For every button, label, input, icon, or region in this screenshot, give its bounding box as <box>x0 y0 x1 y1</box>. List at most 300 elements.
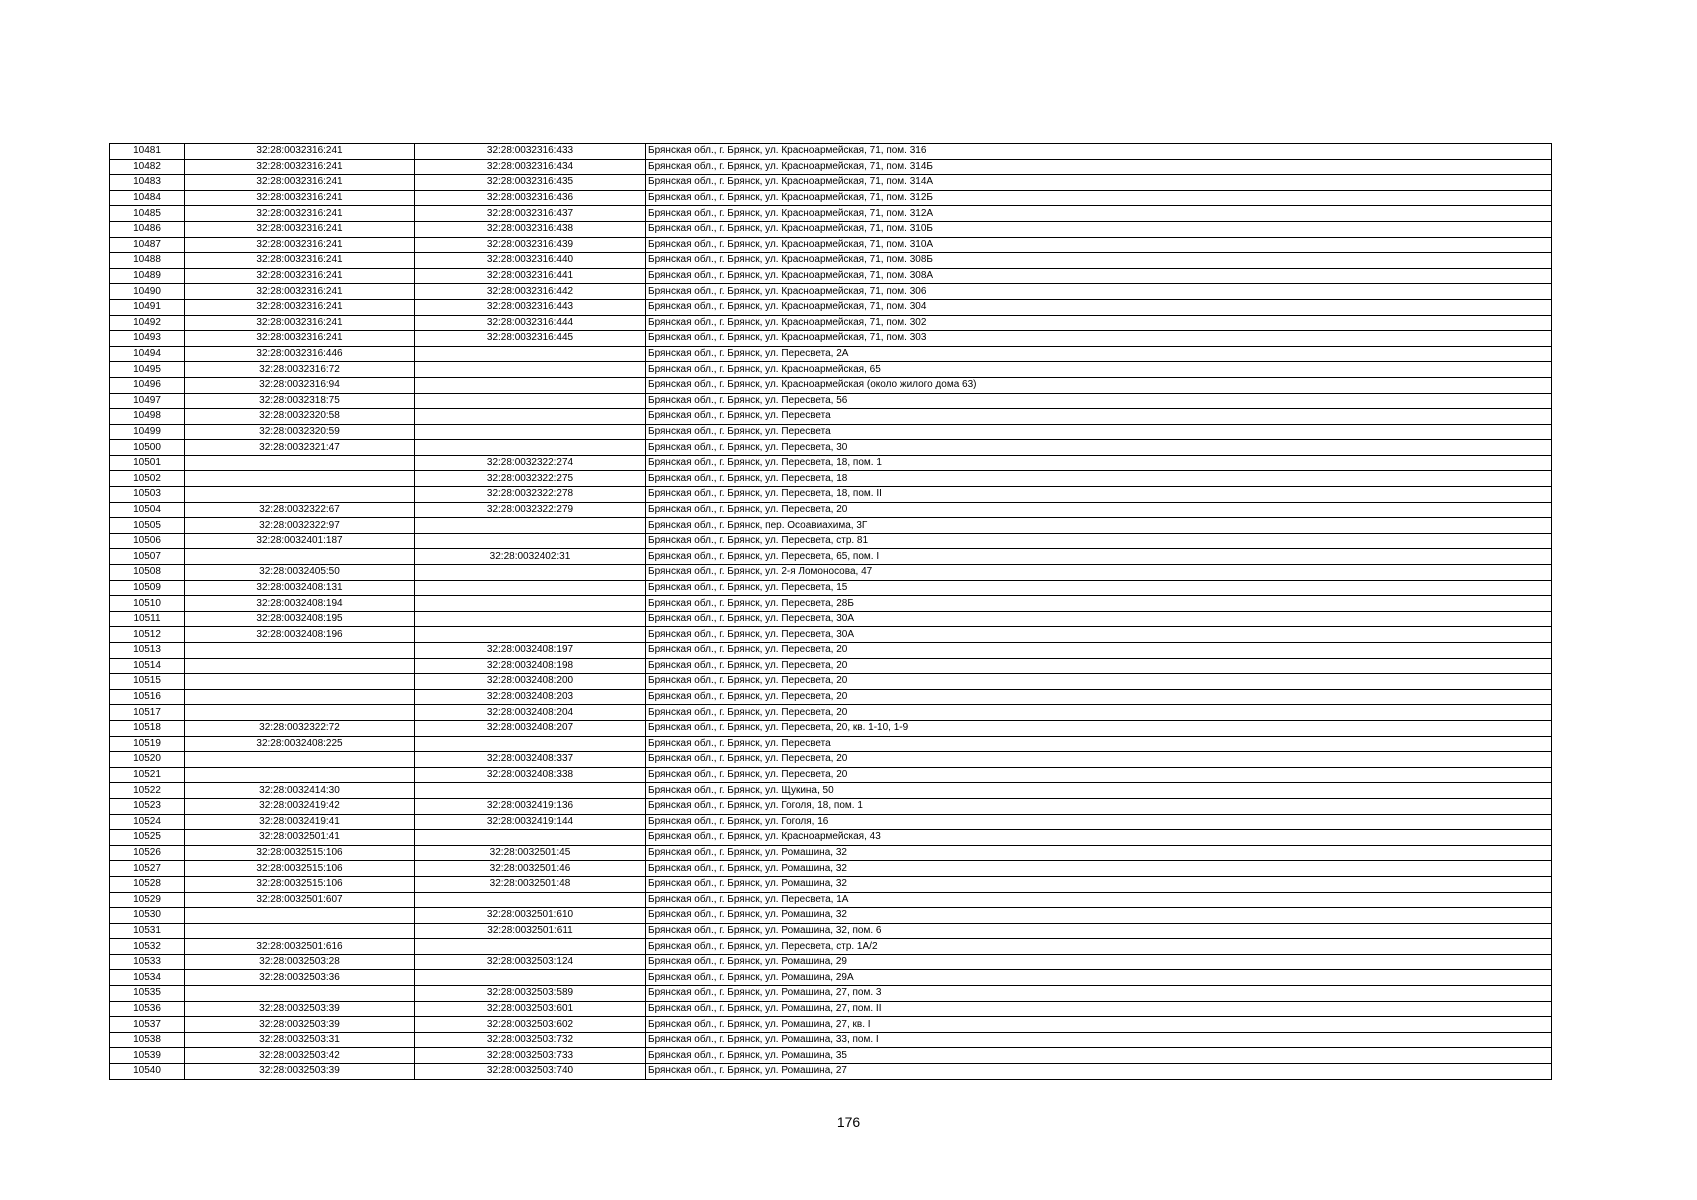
land-cadastral-number-cell: 32:28:0032501:616 <box>185 939 415 955</box>
page-number: 176 <box>836 1114 861 1130</box>
address-cell: Брянская обл., г. Брянск, ул. Пересвета, 20 <box>646 752 1552 768</box>
address-cell: Брянская обл., г. Брянск, ул. Красноармейская, 71, пом. 314А <box>646 175 1552 191</box>
table-row <box>110 986 1552 1002</box>
address-cell: Брянская обл., г. Брянск, пер. Осоавиахима, 3Г <box>646 518 1552 534</box>
land-cadastral-number-cell: 32:28:0032316:446 <box>185 346 415 362</box>
land-cadastral-number-cell: 32:28:0032405:50 <box>185 565 415 581</box>
row-number-cell: 10483 <box>110 175 185 191</box>
row-number-cell: 10497 <box>110 393 185 409</box>
land-cadastral-number-cell: 32:28:0032515:106 <box>185 861 415 877</box>
row-number-cell: 10502 <box>110 471 185 487</box>
table-row <box>110 487 1552 503</box>
row-number-cell: 10524 <box>110 814 185 830</box>
row-number-cell: 10530 <box>110 908 185 924</box>
row-number-cell: 10536 <box>110 1001 185 1017</box>
land-cadastral-number-cell <box>185 455 415 471</box>
land-cadastral-number-cell: 32:28:0032401:187 <box>185 533 415 549</box>
land-cadastral-number-cell: 32:28:0032320:58 <box>185 409 415 425</box>
address-cell: Брянская обл., г. Брянск, ул. Ромашина, 27 <box>646 1064 1552 1080</box>
table-row <box>110 284 1552 300</box>
table-row <box>110 549 1552 565</box>
object-cadastral-number-cell <box>415 393 646 409</box>
land-cadastral-number-cell: 32:28:0032408:196 <box>185 627 415 643</box>
table-row <box>110 611 1552 627</box>
land-cadastral-number-cell: 32:28:0032316:241 <box>185 190 415 206</box>
land-cadastral-number-cell: 32:28:0032321:47 <box>185 440 415 456</box>
row-number-cell: 10534 <box>110 970 185 986</box>
row-number-cell: 10488 <box>110 253 185 269</box>
table-row <box>110 299 1552 315</box>
table-row <box>110 1064 1552 1080</box>
address-cell: Брянская обл., г. Брянск, ул. Красноармейская, 71, пом. 302 <box>646 315 1552 331</box>
land-cadastral-number-cell: 32:28:0032503:42 <box>185 1048 415 1064</box>
row-number-cell: 10531 <box>110 923 185 939</box>
row-number-cell: 10512 <box>110 627 185 643</box>
address-cell: Брянская обл., г. Брянск, ул. Пересвета, 20 <box>646 689 1552 705</box>
land-cadastral-number-cell: 32:28:0032408:225 <box>185 736 415 752</box>
row-number-cell: 10509 <box>110 580 185 596</box>
table-row <box>110 455 1552 471</box>
land-cadastral-number-cell <box>185 643 415 659</box>
address-cell: Брянская обл., г. Брянск, ул. Пересвета, 20 <box>646 643 1552 659</box>
land-cadastral-number-cell: 32:28:0032419:41 <box>185 814 415 830</box>
registry-table <box>109 143 1552 1080</box>
land-cadastral-number-cell <box>185 767 415 783</box>
row-number-cell: 10503 <box>110 487 185 503</box>
land-cadastral-number-cell: 32:28:0032316:241 <box>185 331 415 347</box>
object-cadastral-number-cell: 32:28:0032503:589 <box>415 986 646 1002</box>
row-number-cell: 10537 <box>110 1017 185 1033</box>
row-number-cell: 10515 <box>110 674 185 690</box>
table-row <box>110 720 1552 736</box>
table-row <box>110 596 1552 612</box>
table-row <box>110 253 1552 269</box>
address-cell: Брянская обл., г. Брянск, ул. Щукина, 50 <box>646 783 1552 799</box>
table-row <box>110 861 1552 877</box>
table-row <box>110 892 1552 908</box>
object-cadastral-number-cell <box>415 970 646 986</box>
object-cadastral-number-cell: 32:28:0032316:441 <box>415 268 646 284</box>
address-cell: Брянская обл., г. Брянск, ул. Ромашина, 29А <box>646 970 1552 986</box>
object-cadastral-number-cell: 32:28:0032503:740 <box>415 1064 646 1080</box>
object-cadastral-number-cell: 32:28:0032316:445 <box>415 331 646 347</box>
land-cadastral-number-cell: 32:28:0032316:94 <box>185 377 415 393</box>
table-row <box>110 767 1552 783</box>
table-row <box>110 798 1552 814</box>
address-cell: Брянская обл., г. Брянск, ул. Гоголя, 16 <box>646 814 1552 830</box>
row-number-cell: 10494 <box>110 346 185 362</box>
address-cell: Брянская обл., г. Брянск, ул. Красноармейская, 71, пом. 316 <box>646 144 1552 160</box>
row-number-cell: 10540 <box>110 1064 185 1080</box>
table-row <box>110 175 1552 191</box>
table-row <box>110 502 1552 518</box>
table-row <box>110 689 1552 705</box>
object-cadastral-number-cell: 32:28:0032322:278 <box>415 487 646 503</box>
object-cadastral-number-cell <box>415 627 646 643</box>
object-cadastral-number-cell <box>415 892 646 908</box>
address-cell: Брянская обл., г. Брянск, ул. Красноармейская, 71, пом. 310Б <box>646 221 1552 237</box>
address-cell: Брянская обл., г. Брянск, ул. Красноармейская, 43 <box>646 830 1552 846</box>
address-cell: Брянская обл., г. Брянск, ул. Пересвета <box>646 424 1552 440</box>
table-row <box>110 471 1552 487</box>
object-cadastral-number-cell <box>415 533 646 549</box>
land-cadastral-number-cell: 32:28:0032316:241 <box>185 159 415 175</box>
table-row <box>110 658 1552 674</box>
row-number-cell: 10490 <box>110 284 185 300</box>
row-number-cell: 10481 <box>110 144 185 160</box>
address-cell: Брянская обл., г. Брянск, ул. Ромашина, 35 <box>646 1048 1552 1064</box>
address-cell: Брянская обл., г. Брянск, ул. Пересвета <box>646 409 1552 425</box>
table-row <box>110 1032 1552 1048</box>
row-number-cell: 10535 <box>110 986 185 1002</box>
land-cadastral-number-cell: 32:28:0032316:241 <box>185 268 415 284</box>
address-cell: Брянская обл., г. Брянск, ул. Ромашина, 32 <box>646 908 1552 924</box>
row-number-cell: 10491 <box>110 299 185 315</box>
object-cadastral-number-cell: 32:28:0032408:338 <box>415 767 646 783</box>
land-cadastral-number-cell: 32:28:0032322:72 <box>185 720 415 736</box>
row-number-cell: 10510 <box>110 596 185 612</box>
object-cadastral-number-cell: 32:28:0032408:207 <box>415 720 646 736</box>
land-cadastral-number-cell: 32:28:0032419:42 <box>185 798 415 814</box>
land-cadastral-number-cell: 32:28:0032501:607 <box>185 892 415 908</box>
land-cadastral-number-cell: 32:28:0032322:97 <box>185 518 415 534</box>
row-number-cell: 10496 <box>110 377 185 393</box>
table-row <box>110 908 1552 924</box>
address-cell: Брянская обл., г. Брянск, ул. Пересвета, 18 <box>646 471 1552 487</box>
address-cell: Брянская обл., г. Брянск, ул. Ромашина, 33, пом. I <box>646 1032 1552 1048</box>
land-cadastral-number-cell <box>185 471 415 487</box>
object-cadastral-number-cell <box>415 440 646 456</box>
land-cadastral-number-cell <box>185 549 415 565</box>
object-cadastral-number-cell <box>415 830 646 846</box>
object-cadastral-number-cell: 32:28:0032419:136 <box>415 798 646 814</box>
address-cell: Брянская обл., г. Брянск, ул. Ромашина, 27, пом. II <box>646 1001 1552 1017</box>
row-number-cell: 10518 <box>110 720 185 736</box>
row-number-cell: 10523 <box>110 798 185 814</box>
registry-table-body <box>110 144 1552 1080</box>
object-cadastral-number-cell: 32:28:0032316:435 <box>415 175 646 191</box>
object-cadastral-number-cell: 32:28:0032503:733 <box>415 1048 646 1064</box>
address-cell: Брянская обл., г. Брянск, ул. Пересвета, 1А <box>646 892 1552 908</box>
address-cell: Брянская обл., г. Брянск, ул. Красноармейская, 71, пом. 304 <box>646 299 1552 315</box>
address-cell: Брянская обл., г. Брянск, ул. Красноармейская, 71, пом. 308Б <box>646 253 1552 269</box>
address-cell: Брянская обл., г. Брянск, ул. Пересвета, 20 <box>646 705 1552 721</box>
land-cadastral-number-cell <box>185 658 415 674</box>
table-row <box>110 346 1552 362</box>
row-number-cell: 10482 <box>110 159 185 175</box>
object-cadastral-number-cell: 32:28:0032316:440 <box>415 253 646 269</box>
object-cadastral-number-cell <box>415 580 646 596</box>
object-cadastral-number-cell: 32:28:0032316:439 <box>415 237 646 253</box>
address-cell: Брянская обл., г. Брянск, ул. 2-я Ломоносова, 47 <box>646 565 1552 581</box>
land-cadastral-number-cell: 32:28:0032316:72 <box>185 362 415 378</box>
table-row <box>110 393 1552 409</box>
table-row <box>110 1048 1552 1064</box>
address-cell: Брянская обл., г. Брянск, ул. Пересвета, стр. 81 <box>646 533 1552 549</box>
row-number-cell: 10521 <box>110 767 185 783</box>
address-cell: Брянская обл., г. Брянск, ул. Пересвета, 30А <box>646 611 1552 627</box>
address-cell: Брянская обл., г. Брянск, ул. Красноармейская, 71, пом. 312Б <box>646 190 1552 206</box>
row-number-cell: 10525 <box>110 830 185 846</box>
address-cell: Брянская обл., г. Брянск, ул. Пересвета, 15 <box>646 580 1552 596</box>
address-cell: Брянская обл., г. Брянск, ул. Красноармейская, 71, пом. 312А <box>646 206 1552 222</box>
object-cadastral-number-cell: 32:28:0032408:203 <box>415 689 646 705</box>
row-number-cell: 10529 <box>110 892 185 908</box>
row-number-cell: 10508 <box>110 565 185 581</box>
table-row <box>110 954 1552 970</box>
land-cadastral-number-cell <box>185 923 415 939</box>
address-cell: Брянская обл., г. Брянск, ул. Красноармейская (около жилого дома 63) <box>646 377 1552 393</box>
row-number-cell: 10501 <box>110 455 185 471</box>
object-cadastral-number-cell: 32:28:0032408:198 <box>415 658 646 674</box>
address-cell: Брянская обл., г. Брянск, ул. Пересвета, 56 <box>646 393 1552 409</box>
object-cadastral-number-cell <box>415 783 646 799</box>
address-cell: Брянская обл., г. Брянск, ул. Пересвета, 20 <box>646 767 1552 783</box>
land-cadastral-number-cell: 32:28:0032408:194 <box>185 596 415 612</box>
row-number-cell: 10539 <box>110 1048 185 1064</box>
object-cadastral-number-cell: 32:28:0032419:144 <box>415 814 646 830</box>
land-cadastral-number-cell: 32:28:0032322:67 <box>185 502 415 518</box>
object-cadastral-number-cell: 32:28:0032501:611 <box>415 923 646 939</box>
land-cadastral-number-cell <box>185 487 415 503</box>
object-cadastral-number-cell <box>415 736 646 752</box>
row-number-cell: 10511 <box>110 611 185 627</box>
table-row <box>110 580 1552 596</box>
object-cadastral-number-cell: 32:28:0032402:31 <box>415 549 646 565</box>
object-cadastral-number-cell: 32:28:0032316:443 <box>415 299 646 315</box>
land-cadastral-number-cell <box>185 986 415 1002</box>
object-cadastral-number-cell: 32:28:0032408:200 <box>415 674 646 690</box>
row-number-cell: 10517 <box>110 705 185 721</box>
row-number-cell: 10500 <box>110 440 185 456</box>
table-row <box>110 939 1552 955</box>
land-cadastral-number-cell: 32:28:0032316:241 <box>185 144 415 160</box>
table-row <box>110 331 1552 347</box>
table-row <box>110 533 1552 549</box>
object-cadastral-number-cell: 32:28:0032316:442 <box>415 284 646 300</box>
row-number-cell: 10505 <box>110 518 185 534</box>
land-cadastral-number-cell: 32:28:0032515:106 <box>185 876 415 892</box>
object-cadastral-number-cell <box>415 424 646 440</box>
row-number-cell: 10513 <box>110 643 185 659</box>
row-number-cell: 10489 <box>110 268 185 284</box>
table-row <box>110 876 1552 892</box>
address-cell: Брянская обл., г. Брянск, ул. Пересвета, 20, кв. 1-10, 1-9 <box>646 720 1552 736</box>
object-cadastral-number-cell <box>415 611 646 627</box>
object-cadastral-number-cell: 32:28:0032316:436 <box>415 190 646 206</box>
land-cadastral-number-cell: 32:28:0032316:241 <box>185 237 415 253</box>
table-row <box>110 627 1552 643</box>
row-number-cell: 10493 <box>110 331 185 347</box>
land-cadastral-number-cell: 32:28:0032408:195 <box>185 611 415 627</box>
row-number-cell: 10506 <box>110 533 185 549</box>
object-cadastral-number-cell: 32:28:0032316:434 <box>415 159 646 175</box>
table-row <box>110 377 1552 393</box>
table-row <box>110 518 1552 534</box>
address-cell: Брянская обл., г. Брянск, ул. Ромашина, 32 <box>646 845 1552 861</box>
address-cell: Брянская обл., г. Брянск, ул. Пересвета, 18, пом. 1 <box>646 455 1552 471</box>
object-cadastral-number-cell <box>415 346 646 362</box>
row-number-cell: 10533 <box>110 954 185 970</box>
table-row <box>110 736 1552 752</box>
object-cadastral-number-cell <box>415 939 646 955</box>
table-row <box>110 845 1552 861</box>
land-cadastral-number-cell: 32:28:0032414:30 <box>185 783 415 799</box>
address-cell: Брянская обл., г. Брянск, ул. Ромашина, 29 <box>646 954 1552 970</box>
land-cadastral-number-cell <box>185 908 415 924</box>
address-cell: Брянская обл., г. Брянск, ул. Красноармейская, 71, пом. 314Б <box>646 159 1552 175</box>
object-cadastral-number-cell: 32:28:0032503:602 <box>415 1017 646 1033</box>
row-number-cell: 10487 <box>110 237 185 253</box>
table-row <box>110 190 1552 206</box>
table-row <box>110 409 1552 425</box>
object-cadastral-number-cell <box>415 377 646 393</box>
object-cadastral-number-cell: 32:28:0032503:732 <box>415 1032 646 1048</box>
row-number-cell: 10507 <box>110 549 185 565</box>
table-row <box>110 830 1552 846</box>
object-cadastral-number-cell: 32:28:0032316:444 <box>415 315 646 331</box>
land-cadastral-number-cell: 32:28:0032316:241 <box>185 284 415 300</box>
land-cadastral-number-cell: 32:28:0032316:241 <box>185 315 415 331</box>
address-cell: Брянская обл., г. Брянск, ул. Красноармейская, 71, пом. 303 <box>646 331 1552 347</box>
address-cell: Брянская обл., г. Брянск, ул. Красноармейская, 65 <box>646 362 1552 378</box>
object-cadastral-number-cell: 32:28:0032408:204 <box>415 705 646 721</box>
land-cadastral-number-cell <box>185 674 415 690</box>
address-cell: Брянская обл., г. Брянск, ул. Пересвета, 30А <box>646 627 1552 643</box>
row-number-cell: 10538 <box>110 1032 185 1048</box>
address-cell: Брянская обл., г. Брянск, ул. Пересвета, 20 <box>646 658 1552 674</box>
land-cadastral-number-cell: 32:28:0032515:106 <box>185 845 415 861</box>
object-cadastral-number-cell: 32:28:0032316:438 <box>415 221 646 237</box>
land-cadastral-number-cell: 32:28:0032501:41 <box>185 830 415 846</box>
address-cell: Брянская обл., г. Брянск, ул. Ромашина, 27, кв. I <box>646 1017 1552 1033</box>
address-cell: Брянская обл., г. Брянск, ул. Пересвета, 20 <box>646 502 1552 518</box>
row-number-cell: 10495 <box>110 362 185 378</box>
address-cell: Брянская обл., г. Брянск, ул. Пересвета, 30 <box>646 440 1552 456</box>
land-cadastral-number-cell: 32:28:0032316:241 <box>185 206 415 222</box>
row-number-cell: 10498 <box>110 409 185 425</box>
address-cell: Брянская обл., г. Брянск, ул. Ромашина, 32 <box>646 861 1552 877</box>
address-cell: Брянская обл., г. Брянск, ул. Ромашина, 32, пом. 6 <box>646 923 1552 939</box>
table-row <box>110 674 1552 690</box>
object-cadastral-number-cell <box>415 596 646 612</box>
table-row <box>110 268 1552 284</box>
row-number-cell: 10504 <box>110 502 185 518</box>
address-cell: Брянская обл., г. Брянск, ул. Пересвета, 20 <box>646 674 1552 690</box>
land-cadastral-number-cell <box>185 752 415 768</box>
table-row <box>110 315 1552 331</box>
address-cell: Брянская обл., г. Брянск, ул. Красноармейская, 71, пом. 306 <box>646 284 1552 300</box>
land-cadastral-number-cell: 32:28:0032318:75 <box>185 393 415 409</box>
land-cadastral-number-cell: 32:28:0032316:241 <box>185 221 415 237</box>
row-number-cell: 10526 <box>110 845 185 861</box>
land-cadastral-number-cell: 32:28:0032320:59 <box>185 424 415 440</box>
land-cadastral-number-cell: 32:28:0032503:28 <box>185 954 415 970</box>
address-cell: Брянская обл., г. Брянск, ул. Красноармейская, 71, пом. 310А <box>646 237 1552 253</box>
object-cadastral-number-cell: 32:28:0032408:197 <box>415 643 646 659</box>
table-row <box>110 206 1552 222</box>
row-number-cell: 10484 <box>110 190 185 206</box>
address-cell: Брянская обл., г. Брянск, ул. Ромашина, 27, пом. 3 <box>646 986 1552 1002</box>
row-number-cell: 10492 <box>110 315 185 331</box>
registry-table-container <box>109 143 1551 1080</box>
object-cadastral-number-cell <box>415 565 646 581</box>
table-row <box>110 362 1552 378</box>
object-cadastral-number-cell <box>415 518 646 534</box>
object-cadastral-number-cell: 32:28:0032501:48 <box>415 876 646 892</box>
land-cadastral-number-cell: 32:28:0032316:241 <box>185 175 415 191</box>
row-number-cell: 10527 <box>110 861 185 877</box>
land-cadastral-number-cell: 32:28:0032503:39 <box>185 1064 415 1080</box>
land-cadastral-number-cell: 32:28:0032316:241 <box>185 299 415 315</box>
object-cadastral-number-cell: 32:28:0032322:275 <box>415 471 646 487</box>
table-row <box>110 424 1552 440</box>
table-row <box>110 970 1552 986</box>
table-row <box>110 705 1552 721</box>
object-cadastral-number-cell: 32:28:0032501:610 <box>415 908 646 924</box>
row-number-cell: 10516 <box>110 689 185 705</box>
table-row <box>110 237 1552 253</box>
address-cell: Брянская обл., г. Брянск, ул. Красноармейская, 71, пом. 308А <box>646 268 1552 284</box>
address-cell: Брянская обл., г. Брянск, ул. Пересвета, 28Б <box>646 596 1552 612</box>
row-number-cell: 10486 <box>110 221 185 237</box>
table-row <box>110 643 1552 659</box>
object-cadastral-number-cell: 32:28:0032501:46 <box>415 861 646 877</box>
address-cell: Брянская обл., г. Брянск, ул. Пересвета, стр. 1А/2 <box>646 939 1552 955</box>
land-cadastral-number-cell: 32:28:0032503:39 <box>185 1017 415 1033</box>
address-cell: Брянская обл., г. Брянск, ул. Пересвета, 65, пом. I <box>646 549 1552 565</box>
table-row <box>110 159 1552 175</box>
object-cadastral-number-cell: 32:28:0032503:124 <box>415 954 646 970</box>
table-row <box>110 783 1552 799</box>
land-cadastral-number-cell <box>185 689 415 705</box>
object-cadastral-number-cell: 32:28:0032501:45 <box>415 845 646 861</box>
address-cell: Брянская обл., г. Брянск, ул. Пересвета <box>646 736 1552 752</box>
land-cadastral-number-cell: 32:28:0032316:241 <box>185 253 415 269</box>
land-cadastral-number-cell: 32:28:0032408:131 <box>185 580 415 596</box>
address-cell: Брянская обл., г. Брянск, ул. Пересвета, 2А <box>646 346 1552 362</box>
table-row <box>110 565 1552 581</box>
table-row <box>110 221 1552 237</box>
object-cadastral-number-cell <box>415 362 646 378</box>
row-number-cell: 10499 <box>110 424 185 440</box>
object-cadastral-number-cell: 32:28:0032503:601 <box>415 1001 646 1017</box>
table-row <box>110 752 1552 768</box>
object-cadastral-number-cell: 32:28:0032316:433 <box>415 144 646 160</box>
land-cadastral-number-cell: 32:28:0032503:36 <box>185 970 415 986</box>
row-number-cell: 10520 <box>110 752 185 768</box>
object-cadastral-number-cell: 32:28:0032316:437 <box>415 206 646 222</box>
land-cadastral-number-cell <box>185 705 415 721</box>
table-row <box>110 814 1552 830</box>
row-number-cell: 10514 <box>110 658 185 674</box>
address-cell: Брянская обл., г. Брянск, ул. Ромашина, 32 <box>646 876 1552 892</box>
table-row <box>110 923 1552 939</box>
address-cell: Брянская обл., г. Брянск, ул. Гоголя, 18, пом. 1 <box>646 798 1552 814</box>
object-cadastral-number-cell: 32:28:0032408:337 <box>415 752 646 768</box>
object-cadastral-number-cell <box>415 409 646 425</box>
row-number-cell: 10532 <box>110 939 185 955</box>
table-row <box>110 1001 1552 1017</box>
land-cadastral-number-cell: 32:28:0032503:39 <box>185 1001 415 1017</box>
row-number-cell: 10485 <box>110 206 185 222</box>
object-cadastral-number-cell: 32:28:0032322:274 <box>415 455 646 471</box>
land-cadastral-number-cell: 32:28:0032503:31 <box>185 1032 415 1048</box>
object-cadastral-number-cell: 32:28:0032322:279 <box>415 502 646 518</box>
table-row <box>110 440 1552 456</box>
address-cell: Брянская обл., г. Брянск, ул. Пересвета, 18, пом. II <box>646 487 1552 503</box>
table-row <box>110 144 1552 160</box>
